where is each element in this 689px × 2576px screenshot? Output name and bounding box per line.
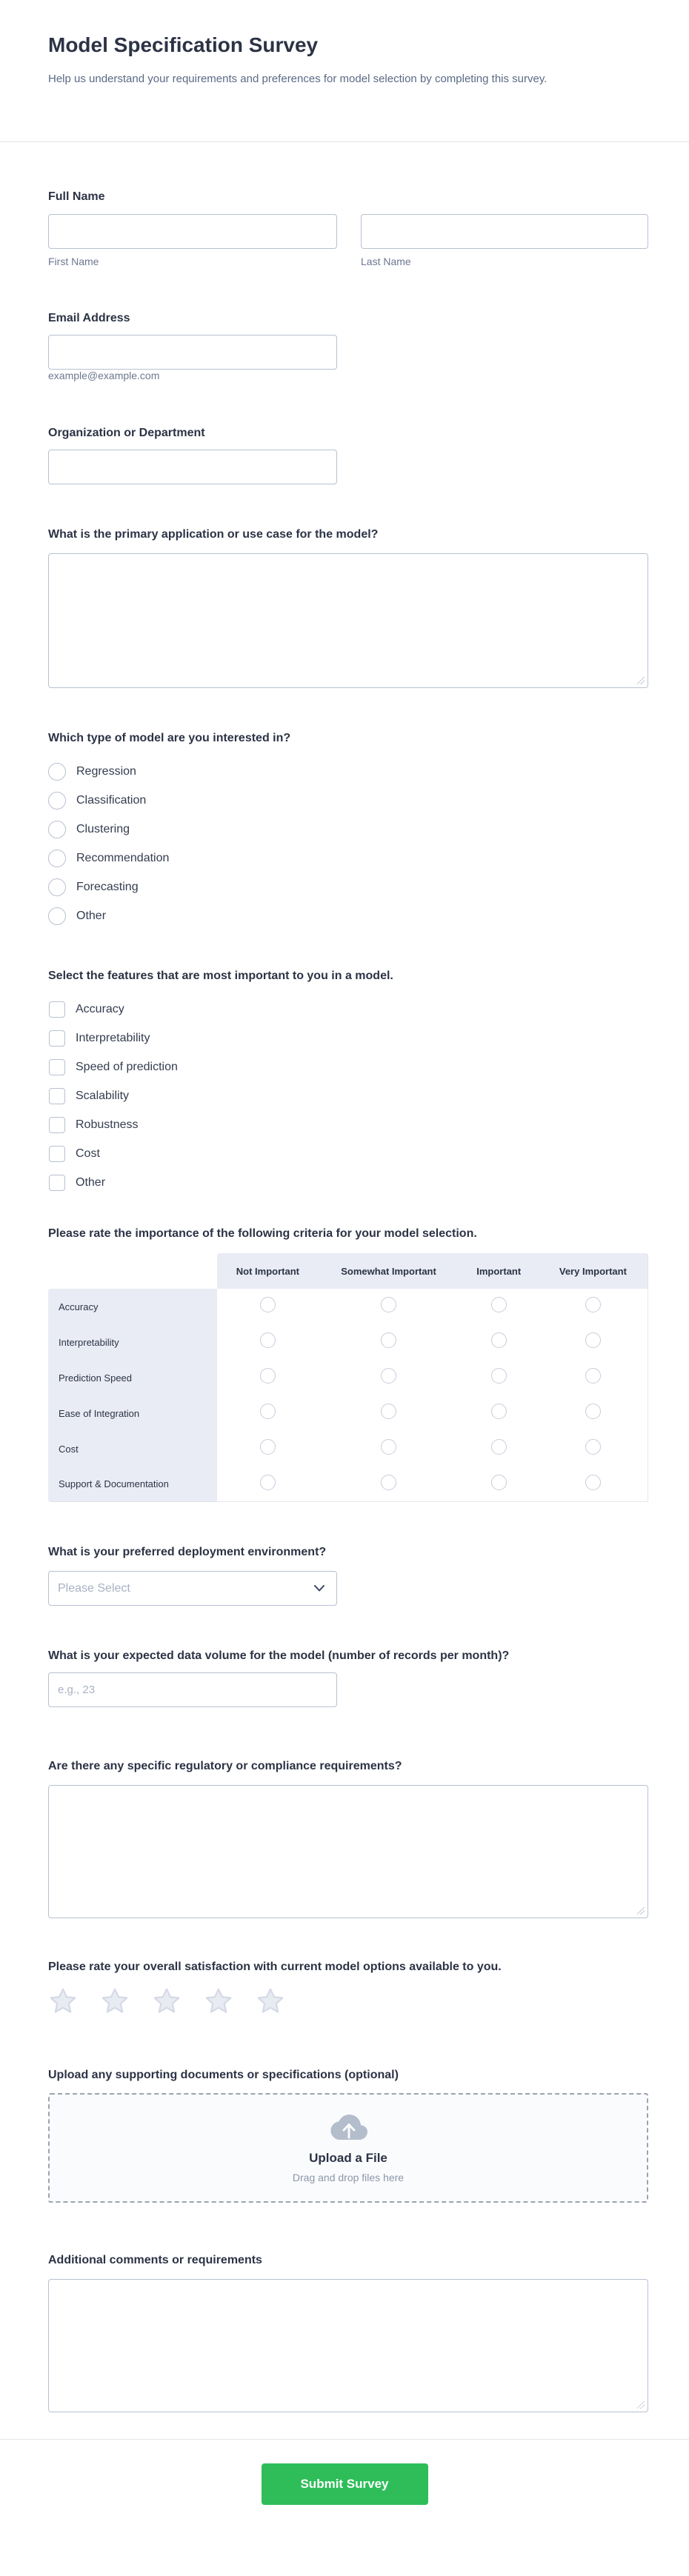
radio-option[interactable] <box>48 791 641 810</box>
matrix-column-header: Somewhat Important <box>318 1253 459 1289</box>
features-label: Select the features that are most important to you in a model. <box>48 970 393 982</box>
matrix-radio-button[interactable] <box>260 1332 276 1348</box>
organization-label: Organization or Department <box>48 427 205 439</box>
matrix-radio-button[interactable] <box>260 1439 276 1455</box>
matrix-cell <box>539 1466 648 1502</box>
email-sublabel: example@example.com <box>48 370 160 381</box>
checkbox-option[interactable] <box>48 1000 641 1019</box>
star-rating <box>48 1986 641 2016</box>
matrix-cell <box>217 1466 318 1502</box>
radio-option-label: Other <box>76 910 107 922</box>
matrix-row-label: Interpretability <box>48 1324 217 1360</box>
matrix-radio-button[interactable] <box>260 1297 276 1312</box>
checkbox-icon[interactable] <box>49 1146 65 1162</box>
matrix-cell <box>459 1395 539 1431</box>
upload-field-block <box>48 2068 641 2203</box>
radio-option-label: Clustering <box>76 823 130 835</box>
checkbox-option[interactable] <box>48 1087 641 1106</box>
matrix-radio-button[interactable] <box>491 1332 507 1348</box>
form-header <box>0 0 689 90</box>
matrix-cell <box>217 1324 318 1360</box>
matrix-corner-cell <box>48 1253 217 1289</box>
satisfaction-field-block <box>48 1960 641 2016</box>
matrix-radio-button[interactable] <box>585 1297 601 1312</box>
deployment-select-placeholder: Please Select <box>58 1581 130 1595</box>
matrix-radio-button[interactable] <box>491 1439 507 1455</box>
matrix-cell <box>318 1324 459 1360</box>
use-case-field-block <box>48 527 641 688</box>
regulatory-label: Are there any specific regulatory or compliance requirements? <box>48 1760 402 1772</box>
matrix-radio-button[interactable] <box>381 1297 396 1312</box>
full-name-label: Full Name <box>48 190 105 203</box>
matrix-radio-button[interactable] <box>585 1332 601 1348</box>
upload-label: Upload any supporting documents or specifications (optional) <box>48 2069 399 2081</box>
matrix-cell <box>539 1360 648 1395</box>
matrix-radio-button[interactable] <box>585 1439 601 1455</box>
resize-handle-icon[interactable] <box>637 677 645 684</box>
organization-field-block <box>48 426 641 484</box>
matrix-radio-button[interactable] <box>260 1475 276 1490</box>
matrix-radio-button[interactable] <box>381 1439 396 1455</box>
radio-button-icon[interactable] <box>48 763 66 781</box>
checkbox-icon[interactable] <box>49 1030 65 1047</box>
matrix-cell <box>539 1431 648 1466</box>
matrix-row-label: Prediction Speed <box>48 1360 217 1395</box>
deployment-label: What is your preferred deployment environment? <box>48 1546 327 1558</box>
first-name-sublabel: First Name <box>48 256 99 267</box>
chevron-down-icon <box>314 1585 324 1592</box>
model-type-label: Which type of model are you interested in? <box>48 732 291 744</box>
last-name-sublabel: Last Name <box>361 256 411 267</box>
radio-button-icon[interactable] <box>48 821 66 838</box>
matrix-label: Please rate the importance of the following criteria for your model selection. <box>48 1227 477 1240</box>
star-icon[interactable] <box>48 1986 78 2016</box>
radio-option-label: Classification <box>76 794 147 807</box>
page-title: Model Specification Survey <box>48 33 319 56</box>
checkbox-option-label: Interpretability <box>76 1032 150 1044</box>
checkbox-icon[interactable] <box>49 1175 65 1191</box>
radio-button-icon[interactable] <box>48 850 66 867</box>
matrix-cell <box>539 1289 648 1324</box>
matrix-cell <box>217 1360 318 1395</box>
checkbox-option-label: Accuracy <box>76 1003 124 1015</box>
radio-option[interactable] <box>48 820 641 839</box>
matrix-cell <box>539 1324 648 1360</box>
upload-hint: Drag and drop files here <box>292 2172 405 2183</box>
resize-handle-icon[interactable] <box>637 1907 645 1915</box>
form-footer <box>0 2440 689 2541</box>
checkbox-option-label: Scalability <box>76 1090 130 1102</box>
matrix-radio-button[interactable] <box>491 1404 507 1419</box>
matrix-row-label: Cost <box>48 1431 217 1466</box>
matrix-radio-button[interactable] <box>381 1475 396 1490</box>
matrix-column-header: Important <box>459 1253 539 1289</box>
matrix-radio-button[interactable] <box>585 1368 601 1384</box>
checkbox-icon[interactable] <box>49 1117 65 1133</box>
checkbox-icon[interactable] <box>49 1059 65 1075</box>
matrix-cell <box>318 1289 459 1324</box>
matrix-cell <box>459 1466 539 1502</box>
checkbox-option[interactable] <box>48 1058 641 1077</box>
radio-option-label: Forecasting <box>76 881 139 893</box>
matrix-row-label: Support & Documentation <box>48 1466 217 1502</box>
checkbox-option-label: Cost <box>76 1147 100 1160</box>
radio-button-icon[interactable] <box>48 792 66 810</box>
radio-option[interactable] <box>48 878 641 897</box>
form-subtitle: Help us understand your requirements and preferences for model selection by completing this survey. <box>48 73 547 85</box>
matrix-cell <box>318 1360 459 1395</box>
matrix-cell <box>539 1395 648 1431</box>
radio-option[interactable] <box>48 762 641 781</box>
comments-label: Additional comments or requirements <box>48 2254 262 2266</box>
email-label: Email Address <box>48 312 130 324</box>
checkbox-option[interactable] <box>48 1115 641 1135</box>
matrix-radio-button[interactable] <box>381 1404 396 1419</box>
data-volume-input[interactable] <box>48 1672 337 1707</box>
upload-cloud-icon <box>327 2112 369 2143</box>
matrix-cell <box>318 1395 459 1431</box>
matrix-radio-button[interactable] <box>585 1404 601 1419</box>
last-name-input[interactable] <box>361 214 648 249</box>
checkbox-option-label: Speed of prediction <box>76 1061 178 1073</box>
deployment-field-block <box>48 1545 641 1606</box>
regulatory-textarea[interactable] <box>48 1785 648 1918</box>
features-options <box>48 1000 641 1192</box>
matrix-cell <box>318 1466 459 1502</box>
model-type-options <box>48 762 641 926</box>
matrix-cell <box>459 1289 539 1324</box>
matrix-radio-button[interactable] <box>381 1332 396 1348</box>
star-icon[interactable] <box>152 1986 182 2016</box>
checkbox-option[interactable] <box>48 1029 641 1048</box>
satisfaction-label: Please rate your overall satisfaction with current model options available to you. <box>48 1961 502 1973</box>
features-field-block <box>48 969 641 1192</box>
checkbox-option[interactable] <box>48 1144 641 1164</box>
matrix-cell <box>217 1289 318 1324</box>
deployment-select[interactable] <box>48 1571 337 1606</box>
submit-survey-button[interactable]: Submit Survey <box>262 2463 428 2505</box>
checkbox-icon[interactable] <box>49 1001 65 1018</box>
data-volume-label: What is your expected data volume for the model (number of records per month)? <box>48 1649 510 1662</box>
matrix-radio-button[interactable] <box>491 1297 507 1312</box>
radio-option[interactable] <box>48 849 641 868</box>
checkbox-option[interactable] <box>48 1173 641 1192</box>
radio-button-icon[interactable] <box>48 878 66 896</box>
matrix-column-header: Very Important <box>539 1253 648 1289</box>
checkbox-option-label: Other <box>76 1176 106 1189</box>
regulatory-field-block <box>48 1759 641 1918</box>
matrix-radio-button[interactable] <box>491 1368 507 1384</box>
upload-button-text: Upload a File <box>309 2151 387 2165</box>
matrix-column-header: Not Important <box>217 1253 318 1289</box>
matrix-cell <box>217 1395 318 1431</box>
matrix-field-block <box>48 1227 641 1502</box>
star-icon[interactable] <box>204 1986 233 2016</box>
matrix-radio-button[interactable] <box>381 1368 396 1384</box>
matrix-cell <box>318 1431 459 1466</box>
header-divider <box>0 141 689 142</box>
matrix-row-label: Ease of Integration <box>48 1395 217 1431</box>
model-type-field-block <box>48 731 641 926</box>
first-name-input[interactable] <box>48 214 337 249</box>
matrix-table <box>48 1253 648 1502</box>
full-name-field <box>48 190 641 268</box>
matrix-radio-button[interactable] <box>585 1475 601 1490</box>
organization-input[interactable] <box>48 450 337 484</box>
email-input[interactable] <box>48 335 337 370</box>
matrix-radio-button[interactable] <box>260 1404 276 1419</box>
data-volume-field-block <box>48 1649 641 1707</box>
radio-option[interactable] <box>48 907 641 926</box>
use-case-textarea[interactable] <box>48 553 648 688</box>
matrix-radio-button[interactable] <box>260 1368 276 1384</box>
resize-handle-icon[interactable] <box>637 2401 645 2409</box>
checkbox-icon[interactable] <box>49 1088 65 1104</box>
file-dropzone[interactable] <box>48 2093 648 2203</box>
comments-textarea[interactable] <box>48 2279 648 2412</box>
use-case-label: What is the primary application or use case for the model? <box>48 528 379 541</box>
radio-option-label: Recommendation <box>76 852 170 864</box>
matrix-cell <box>459 1431 539 1466</box>
checkbox-option-label: Robustness <box>76 1118 139 1131</box>
matrix-cell <box>459 1324 539 1360</box>
radio-button-icon[interactable] <box>48 907 66 925</box>
comments-field-block <box>48 2253 641 2412</box>
star-icon[interactable] <box>100 1986 130 2016</box>
matrix-cell <box>459 1360 539 1395</box>
star-icon[interactable] <box>256 1986 285 2016</box>
matrix-radio-button[interactable] <box>491 1475 507 1490</box>
email-field-block <box>48 311 641 383</box>
radio-option-label: Regression <box>76 765 136 778</box>
matrix-row-label: Accuracy <box>48 1289 217 1324</box>
matrix-cell <box>217 1431 318 1466</box>
